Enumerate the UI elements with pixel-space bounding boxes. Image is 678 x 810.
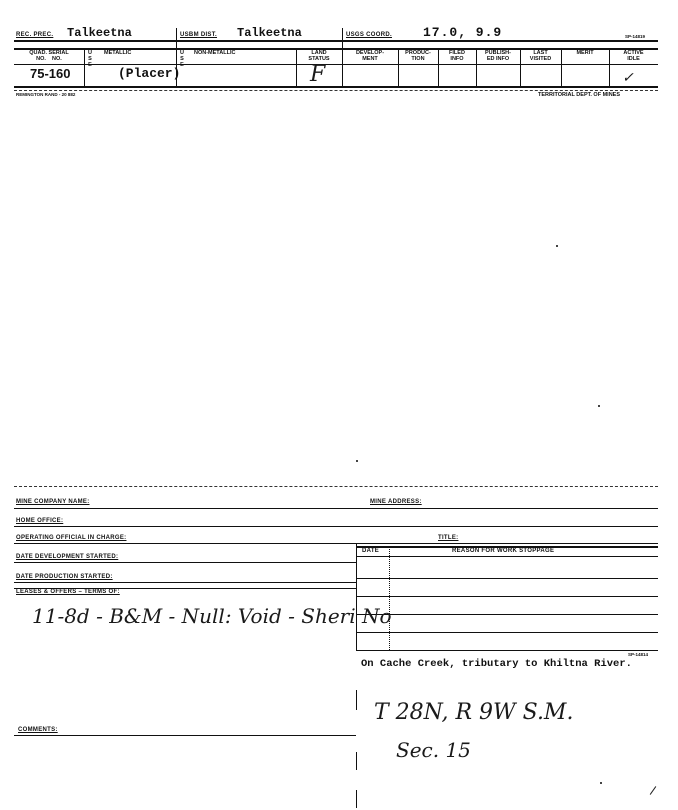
speck [556,245,558,247]
title-label: TITLE: [438,535,459,541]
date-column-header: DATE [362,548,380,554]
usgs-coord-label: USGS COORD. [346,32,392,38]
merit-header: MERIT [576,50,594,56]
home-office-label: HOME OFFICE: [16,518,64,524]
land-status-mark: F [310,62,326,87]
published-info-header: PUBLISH- ED INFO [485,50,511,62]
mine-address-label: MINE ADDRESS: [370,499,422,505]
location-description: On Cache Creek, tributary to Khiltna River. [361,658,632,670]
handwritten-section: Sec. 15 [396,738,471,762]
production-header: PRODUC- TION [405,50,431,62]
active-idle-header: ACTIVE IDLE [623,50,644,62]
comments-label: COMMENTS: [18,727,58,733]
filed-info-header: FILED INFO [449,50,465,62]
top-card-footer-left: REMINGTON RAND - 20 882 [16,92,76,97]
rec-prec-label: REC. PREC. [16,32,54,38]
quad-serial-value: 75-160 [30,66,71,81]
top-card-code: SP-14819 [625,34,646,39]
usbm-dist-value: Talkeetna [237,26,302,40]
last-visited-header: LAST VISITED [529,50,552,62]
usbm-dist-label: USBM DIST. [180,32,218,38]
operating-official-label: OPERATING OFFICIAL IN CHARGE: [16,535,127,541]
metallic-use-header: U S E [88,50,92,68]
mine-company-name-label: MINE COMPANY NAME: [16,499,90,505]
rec-prec-value: Talkeetna [67,26,132,40]
active-idle-mark: ✓ [622,70,634,86]
handwritten-township: T 28N, R 9W S.M. [374,700,574,725]
leases-offers-label: LEASES & OFFERS – TERMS OF: [16,589,120,595]
handwritten-leases-note: 11-8d - B&M - Null: Void - Sheri No [32,604,392,628]
top-card-footer-right: TERRITORIAL DEPT. OF MINES [538,92,620,98]
metallic-header: METALLIC [104,50,132,56]
speck [356,460,358,462]
speck [598,405,600,407]
speck [600,782,602,784]
development-header: DEVELOP- MENT [355,50,385,62]
date-development-label: DATE DEVELOPMENT STARTED: [16,554,119,560]
quad-serial-header: QUAD. SERIAL NO. NO. [29,50,69,62]
pen-stroke [650,786,657,795]
bottom-card-code: SP-14814 [628,652,649,657]
reason-column-header: REASON FOR WORK STOPPAGE [452,548,555,554]
date-production-label: DATE PRODUCTION STARTED: [16,574,113,580]
non-metallic-use-header: U S E [180,50,184,68]
metallic-value: (Placer) [118,66,181,81]
land-status-header: LAND STATUS [308,50,330,62]
usgs-coord-value: 17.0, 9.9 [423,25,503,40]
non-metallic-header: NON-METALLIC [194,50,236,56]
